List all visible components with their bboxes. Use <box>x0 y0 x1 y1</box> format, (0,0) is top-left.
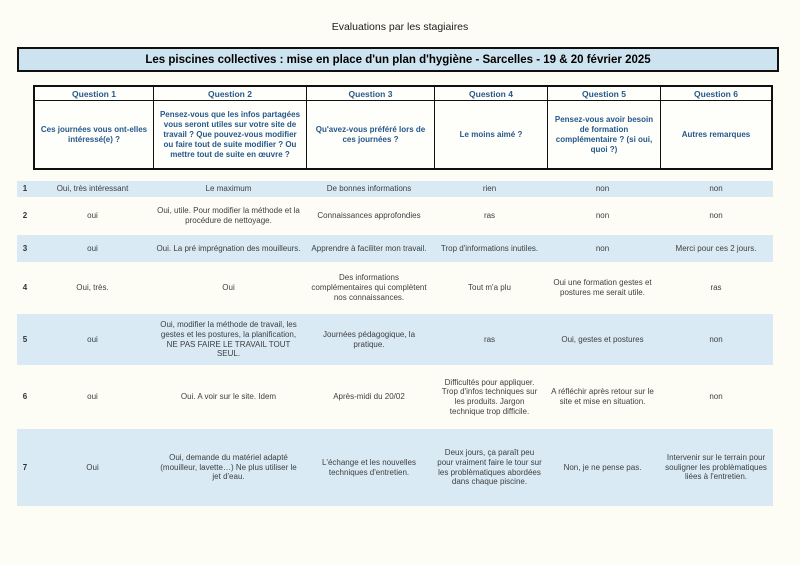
answer-cell: non <box>709 392 723 402</box>
question-label: Question 4 <box>435 87 547 101</box>
question-text: Autres remarques <box>681 129 751 139</box>
answer-cell: A réfléchir après retour sur le site et mise en situation. <box>551 387 654 406</box>
answer-cell: Oui, gestes et postures <box>561 334 644 344</box>
answer-cell: Oui, utile. Pour modifier la méthode et la procédure de nettoyage. <box>157 206 300 225</box>
answer-cell: Oui <box>222 283 235 293</box>
answer-cell: non <box>595 211 610 221</box>
row-number: 5 <box>22 334 28 344</box>
answer-cell: Oui une formation gestes et postures me serait utile. <box>553 278 652 297</box>
question-text: Ces journées vous ont-elles intéressé(e) ? <box>40 124 148 144</box>
question-label: Question 3 <box>307 87 434 101</box>
title-banner <box>17 47 779 72</box>
question-text: Pensez-vous que les infos partagées vous seront utiles sur votre site de travail ? Que pouvez-vous modifier ou faire tout de suite modifier ? Ou mettre tout de suite en œuvre ? <box>159 109 301 159</box>
question-label: Question 2 <box>154 87 306 101</box>
answer-cell: Difficultés pour appliquer. Trop d'infos techniques sur les produits. Jargon technique trop difficile. <box>441 377 538 416</box>
answer-cell: ras <box>710 283 722 293</box>
row-number: 3 <box>22 243 28 253</box>
row-number: 7 <box>22 462 28 472</box>
answer-cell: non <box>709 184 723 194</box>
question-label: Question 5 <box>548 87 660 101</box>
question-label: Question 1 <box>35 87 153 101</box>
answer-cell: oui <box>87 243 98 253</box>
table-row <box>17 314 773 365</box>
answer-cell: ras <box>483 334 496 344</box>
question-column-4 <box>435 87 548 168</box>
answer-cell: non <box>595 243 610 253</box>
answer-cell: Tout m'a plu <box>468 283 511 293</box>
answer-cell: Connaissances approfondies <box>317 211 421 221</box>
row-number: 4 <box>22 283 28 293</box>
question-column-2 <box>154 87 307 168</box>
answer-cell: rien <box>482 184 497 194</box>
answer-cell: oui <box>87 211 98 221</box>
row-number: 6 <box>22 392 28 402</box>
question-column-1 <box>35 87 154 168</box>
table-body <box>17 181 773 506</box>
question-column-6 <box>661 87 771 168</box>
row-number: 2 <box>22 211 28 221</box>
answer-cell: Oui, demande du matériel adapté (mouilleur, lavette…) Ne plus utiliser le jet d'eau. <box>160 452 297 482</box>
question-column-3 <box>307 87 435 168</box>
answer-cell: L'échange et les nouvelles techniques d'entretien. <box>321 457 417 477</box>
question-column-5 <box>548 87 661 168</box>
answer-cell: Apprendre à faciliter mon travail. <box>311 243 427 253</box>
answer-cell: Oui, modifier la méthode de travail, les gestes et les postures, la planification, NE PAS FAIRE LE TRAVAIL TOUT SEUL. <box>160 320 297 359</box>
answer-cell: Oui, très. <box>76 283 109 293</box>
question-label: Question 6 <box>661 87 771 101</box>
answer-cell: Intervenir sur le terrain pour souligner les problèmatiques liées à l'entretien. <box>665 452 767 482</box>
question-text: Le moins aimé ? <box>459 129 523 139</box>
table-row <box>17 235 773 262</box>
answer-cell: Après-midi du 20/02 <box>333 392 405 402</box>
answer-cell: Deux jours, ça paraît peu pour vraiment faire le tour sur les problèmatiques abordées dans chaque piscine. <box>437 448 542 487</box>
row-number: 1 <box>22 184 28 194</box>
answer-cell: non <box>709 334 723 344</box>
table-row <box>17 429 773 506</box>
answer-cell: Des informations complémentaires qui complètent nos connaissances. <box>311 273 427 302</box>
answer-cell: Trop d'informations inutiles. <box>440 243 539 253</box>
page-title: Evaluations par les stagiaires <box>331 21 469 33</box>
answer-cell: De bonnes informations <box>326 184 412 194</box>
answer-cell: non <box>595 184 610 194</box>
table-row <box>17 197 773 235</box>
question-text: Qu'avez-vous préféré lors de ces journées ? <box>315 124 426 144</box>
answer-cell: Oui, très intéressant <box>56 184 129 194</box>
answer-cell: Oui <box>86 462 99 472</box>
answer-cell: Le maximum <box>205 184 252 194</box>
answer-cell: oui <box>87 334 98 344</box>
answer-cell: Oui. A voir sur le site. Idem <box>180 392 277 402</box>
table-row <box>17 262 773 314</box>
title-banner-text: Les piscines collectives : mise en place d'un plan d'hygiène - Sarcelles - 19 & 20 février 2025 <box>145 53 651 66</box>
questions-header <box>33 85 773 170</box>
question-text: Pensez-vous avoir besoin de formation complémentaire ? (si oui, quoi ?) <box>554 114 654 154</box>
answer-cell: Non, je ne pense pas. <box>563 462 642 472</box>
answer-cell: ras <box>483 211 496 221</box>
answer-cell: Merci pour ces 2 jours. <box>675 243 757 253</box>
answer-cell: Journées pédagogique, la pratique. <box>322 329 416 349</box>
answer-cell: Oui. La pré imprégnation des mouilleurs. <box>156 243 301 253</box>
answer-cell: oui <box>87 392 98 402</box>
table-row <box>17 365 773 429</box>
table-row <box>17 181 773 197</box>
answer-cell: non <box>709 211 723 221</box>
